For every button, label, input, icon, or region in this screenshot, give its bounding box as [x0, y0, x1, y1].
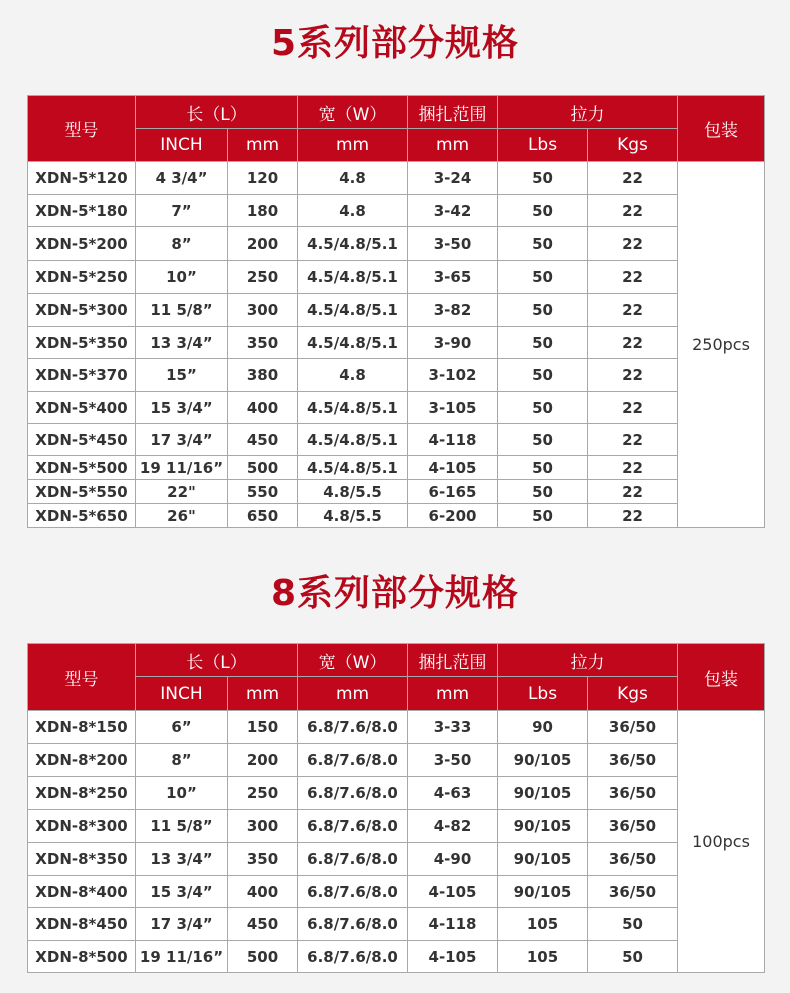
model-cell: XDN-8*400: [28, 876, 136, 908]
lbs-cell: 50: [498, 261, 588, 294]
model-cell: XDN-5*550: [28, 480, 136, 504]
spec-table-8-series: [27, 643, 765, 973]
width-mm-cell: 4.5/4.8/5.1: [298, 227, 408, 261]
lbs-cell: 90/105: [498, 876, 588, 908]
header-model: 型号: [28, 644, 136, 711]
model-cell: XDN-8*200: [28, 744, 136, 777]
lbs-cell: 50: [498, 392, 588, 424]
kgs-cell: 22: [588, 480, 678, 504]
header-bundle-mm: mm: [408, 129, 498, 162]
lbs-cell: 50: [498, 504, 588, 528]
table-row: [28, 294, 765, 327]
bundle-range-cell: 6-165: [408, 480, 498, 504]
model-cell: XDN-5*500: [28, 456, 136, 480]
length-mm-cell: 120: [228, 162, 298, 195]
inch-cell: 15 3/4”: [136, 876, 228, 908]
header-width: 宽（W）: [298, 96, 408, 129]
table-row: [28, 504, 765, 528]
table-row: [28, 359, 765, 392]
table-row: [28, 876, 765, 908]
header-inch: INCH: [136, 129, 228, 162]
width-mm-cell: 4.8: [298, 162, 408, 195]
bundle-range-cell: 3-50: [408, 744, 498, 777]
header-bundle-mm: mm: [408, 677, 498, 711]
inch-cell: 13 3/4”: [136, 327, 228, 359]
table-row: [28, 456, 765, 480]
kgs-cell: 22: [588, 327, 678, 359]
header-package: 包装: [678, 644, 765, 711]
spec-table-5-series: [27, 95, 765, 528]
header-length: 长（L）: [136, 644, 298, 677]
inch-cell: 8”: [136, 227, 228, 261]
bundle-range-cell: 3-24: [408, 162, 498, 195]
inch-cell: 6”: [136, 711, 228, 744]
kgs-cell: 22: [588, 424, 678, 456]
length-mm-cell: 200: [228, 744, 298, 777]
section-title-5-series: 5系列部分规格: [270, 23, 520, 64]
model-cell: XDN-5*450: [28, 424, 136, 456]
inch-cell: 15”: [136, 359, 228, 392]
model-cell: XDN-5*120: [28, 162, 136, 195]
lbs-cell: 50: [498, 359, 588, 392]
bundle-range-cell: 6-200: [408, 504, 498, 528]
section-title-8-series: 8系列部分规格: [270, 573, 520, 614]
lbs-cell: 105: [498, 941, 588, 973]
table-row: [28, 261, 765, 294]
table-row: [28, 908, 765, 941]
model-cell: XDN-5*180: [28, 195, 136, 227]
header-lbs: Lbs: [498, 129, 588, 162]
kgs-cell: 36/50: [588, 711, 678, 744]
inch-cell: 10”: [136, 261, 228, 294]
inch-cell: 22": [136, 480, 228, 504]
kgs-cell: 36/50: [588, 810, 678, 843]
length-mm-cell: 450: [228, 424, 298, 456]
package-cell: 100pcs: [678, 711, 765, 973]
kgs-cell: 22: [588, 504, 678, 528]
bundle-range-cell: 4-105: [408, 456, 498, 480]
width-mm-cell: 6.8/7.6/8.0: [298, 876, 408, 908]
length-mm-cell: 500: [228, 941, 298, 973]
table-row: [28, 424, 765, 456]
header-bundle-range: 捆扎范围: [408, 644, 498, 677]
length-mm-cell: 350: [228, 327, 298, 359]
bundle-range-cell: 4-105: [408, 941, 498, 973]
table-row: [28, 711, 765, 744]
inch-cell: 17 3/4”: [136, 424, 228, 456]
bundle-range-cell: 3-102: [408, 359, 498, 392]
package-cell: 250pcs: [678, 162, 765, 528]
bundle-range-cell: 3-82: [408, 294, 498, 327]
model-cell: XDN-5*370: [28, 359, 136, 392]
length-mm-cell: 650: [228, 504, 298, 528]
table-row: [28, 480, 765, 504]
bundle-range-cell: 4-118: [408, 908, 498, 941]
spec-rows-8-series: [28, 711, 765, 973]
lbs-cell: 90/105: [498, 843, 588, 876]
inch-cell: 10”: [136, 777, 228, 810]
header-kgs: Kgs: [588, 677, 678, 711]
bundle-range-cell: 4-90: [408, 843, 498, 876]
model-cell: XDN-5*200: [28, 227, 136, 261]
kgs-cell: 22: [588, 261, 678, 294]
kgs-cell: 22: [588, 359, 678, 392]
kgs-cell: 22: [588, 195, 678, 227]
length-mm-cell: 200: [228, 227, 298, 261]
model-cell: XDN-8*150: [28, 711, 136, 744]
bundle-range-cell: 3-105: [408, 392, 498, 424]
header-width-mm: mm: [298, 677, 408, 711]
width-mm-cell: 4.8: [298, 359, 408, 392]
header-width-mm: mm: [298, 129, 408, 162]
kgs-cell: 50: [588, 941, 678, 973]
length-mm-cell: 380: [228, 359, 298, 392]
bundle-range-cell: 4-63: [408, 777, 498, 810]
inch-cell: 13 3/4”: [136, 843, 228, 876]
inch-cell: 19 11/16”: [136, 941, 228, 973]
width-mm-cell: 6.8/7.6/8.0: [298, 843, 408, 876]
length-mm-cell: 500: [228, 456, 298, 480]
lbs-cell: 105: [498, 908, 588, 941]
length-mm-cell: 400: [228, 392, 298, 424]
header-tensile: 拉力: [498, 96, 678, 129]
header-kgs: Kgs: [588, 129, 678, 162]
width-mm-cell: 4.5/4.8/5.1: [298, 392, 408, 424]
inch-cell: 11 5/8”: [136, 294, 228, 327]
kgs-cell: 22: [588, 294, 678, 327]
lbs-cell: 90: [498, 711, 588, 744]
inch-cell: 26": [136, 504, 228, 528]
inch-cell: 7”: [136, 195, 228, 227]
length-mm-cell: 400: [228, 876, 298, 908]
header-length-mm: mm: [228, 129, 298, 162]
length-mm-cell: 250: [228, 777, 298, 810]
table-row: [28, 843, 765, 876]
inch-cell: 11 5/8”: [136, 810, 228, 843]
width-mm-cell: 6.8/7.6/8.0: [298, 941, 408, 973]
length-mm-cell: 550: [228, 480, 298, 504]
bundle-range-cell: 3-50: [408, 227, 498, 261]
table-row: [28, 392, 765, 424]
header-width: 宽（W）: [298, 644, 408, 677]
lbs-cell: 50: [498, 456, 588, 480]
bundle-range-cell: 3-90: [408, 327, 498, 359]
length-mm-cell: 450: [228, 908, 298, 941]
lbs-cell: 50: [498, 195, 588, 227]
model-cell: XDN-8*450: [28, 908, 136, 941]
width-mm-cell: 6.8/7.6/8.0: [298, 908, 408, 941]
bundle-range-cell: 4-105: [408, 876, 498, 908]
table-row: [28, 810, 765, 843]
lbs-cell: 50: [498, 424, 588, 456]
width-mm-cell: 4.8/5.5: [298, 480, 408, 504]
lbs-cell: 90/105: [498, 810, 588, 843]
inch-cell: 19 11/16”: [136, 456, 228, 480]
kgs-cell: 36/50: [588, 876, 678, 908]
width-mm-cell: 4.8/5.5: [298, 504, 408, 528]
lbs-cell: 90/105: [498, 744, 588, 777]
width-mm-cell: 6.8/7.6/8.0: [298, 810, 408, 843]
table-row: [28, 227, 765, 261]
inch-cell: 4 3/4”: [136, 162, 228, 195]
header-length: 长（L）: [136, 96, 298, 129]
model-cell: XDN-5*650: [28, 504, 136, 528]
inch-cell: 8”: [136, 744, 228, 777]
width-mm-cell: 4.5/4.8/5.1: [298, 327, 408, 359]
width-mm-cell: 4.5/4.8/5.1: [298, 294, 408, 327]
length-mm-cell: 250: [228, 261, 298, 294]
header-tensile: 拉力: [498, 644, 678, 677]
model-cell: XDN-5*350: [28, 327, 136, 359]
lbs-cell: 50: [498, 227, 588, 261]
width-mm-cell: 6.8/7.6/8.0: [298, 777, 408, 810]
length-mm-cell: 150: [228, 711, 298, 744]
width-mm-cell: 4.5/4.8/5.1: [298, 261, 408, 294]
spec-rows-5-series: [28, 162, 765, 528]
table-row: [28, 162, 765, 195]
model-cell: XDN-5*300: [28, 294, 136, 327]
kgs-cell: 22: [588, 162, 678, 195]
bundle-range-cell: 3-65: [408, 261, 498, 294]
header-bundle-range: 捆扎范围: [408, 96, 498, 129]
table-row: [28, 941, 765, 973]
table-row: [28, 327, 765, 359]
kgs-cell: 22: [588, 456, 678, 480]
header-lbs: Lbs: [498, 677, 588, 711]
model-cell: XDN-8*350: [28, 843, 136, 876]
width-mm-cell: 4.5/4.8/5.1: [298, 456, 408, 480]
header-package: 包装: [678, 96, 765, 162]
model-cell: XDN-5*250: [28, 261, 136, 294]
width-mm-cell: 4.5/4.8/5.1: [298, 424, 408, 456]
inch-cell: 15 3/4”: [136, 392, 228, 424]
kgs-cell: 50: [588, 908, 678, 941]
length-mm-cell: 350: [228, 843, 298, 876]
bundle-range-cell: 4-118: [408, 424, 498, 456]
lbs-cell: 90/105: [498, 777, 588, 810]
model-cell: XDN-8*300: [28, 810, 136, 843]
lbs-cell: 50: [498, 294, 588, 327]
kgs-cell: 22: [588, 392, 678, 424]
model-cell: XDN-5*400: [28, 392, 136, 424]
header-length-mm: mm: [228, 677, 298, 711]
width-mm-cell: 4.8: [298, 195, 408, 227]
bundle-range-cell: 3-33: [408, 711, 498, 744]
lbs-cell: 50: [498, 162, 588, 195]
model-cell: XDN-8*500: [28, 941, 136, 973]
kgs-cell: 36/50: [588, 744, 678, 777]
kgs-cell: 22: [588, 227, 678, 261]
width-mm-cell: 6.8/7.6/8.0: [298, 711, 408, 744]
kgs-cell: 36/50: [588, 777, 678, 810]
header-model: 型号: [28, 96, 136, 162]
model-cell: XDN-8*250: [28, 777, 136, 810]
lbs-cell: 50: [498, 480, 588, 504]
width-mm-cell: 6.8/7.6/8.0: [298, 744, 408, 777]
inch-cell: 17 3/4”: [136, 908, 228, 941]
length-mm-cell: 300: [228, 294, 298, 327]
bundle-range-cell: 3-42: [408, 195, 498, 227]
table-row: [28, 744, 765, 777]
header-inch: INCH: [136, 677, 228, 711]
bundle-range-cell: 4-82: [408, 810, 498, 843]
lbs-cell: 50: [498, 327, 588, 359]
kgs-cell: 36/50: [588, 843, 678, 876]
table-row: [28, 195, 765, 227]
length-mm-cell: 180: [228, 195, 298, 227]
length-mm-cell: 300: [228, 810, 298, 843]
table-row: [28, 777, 765, 810]
